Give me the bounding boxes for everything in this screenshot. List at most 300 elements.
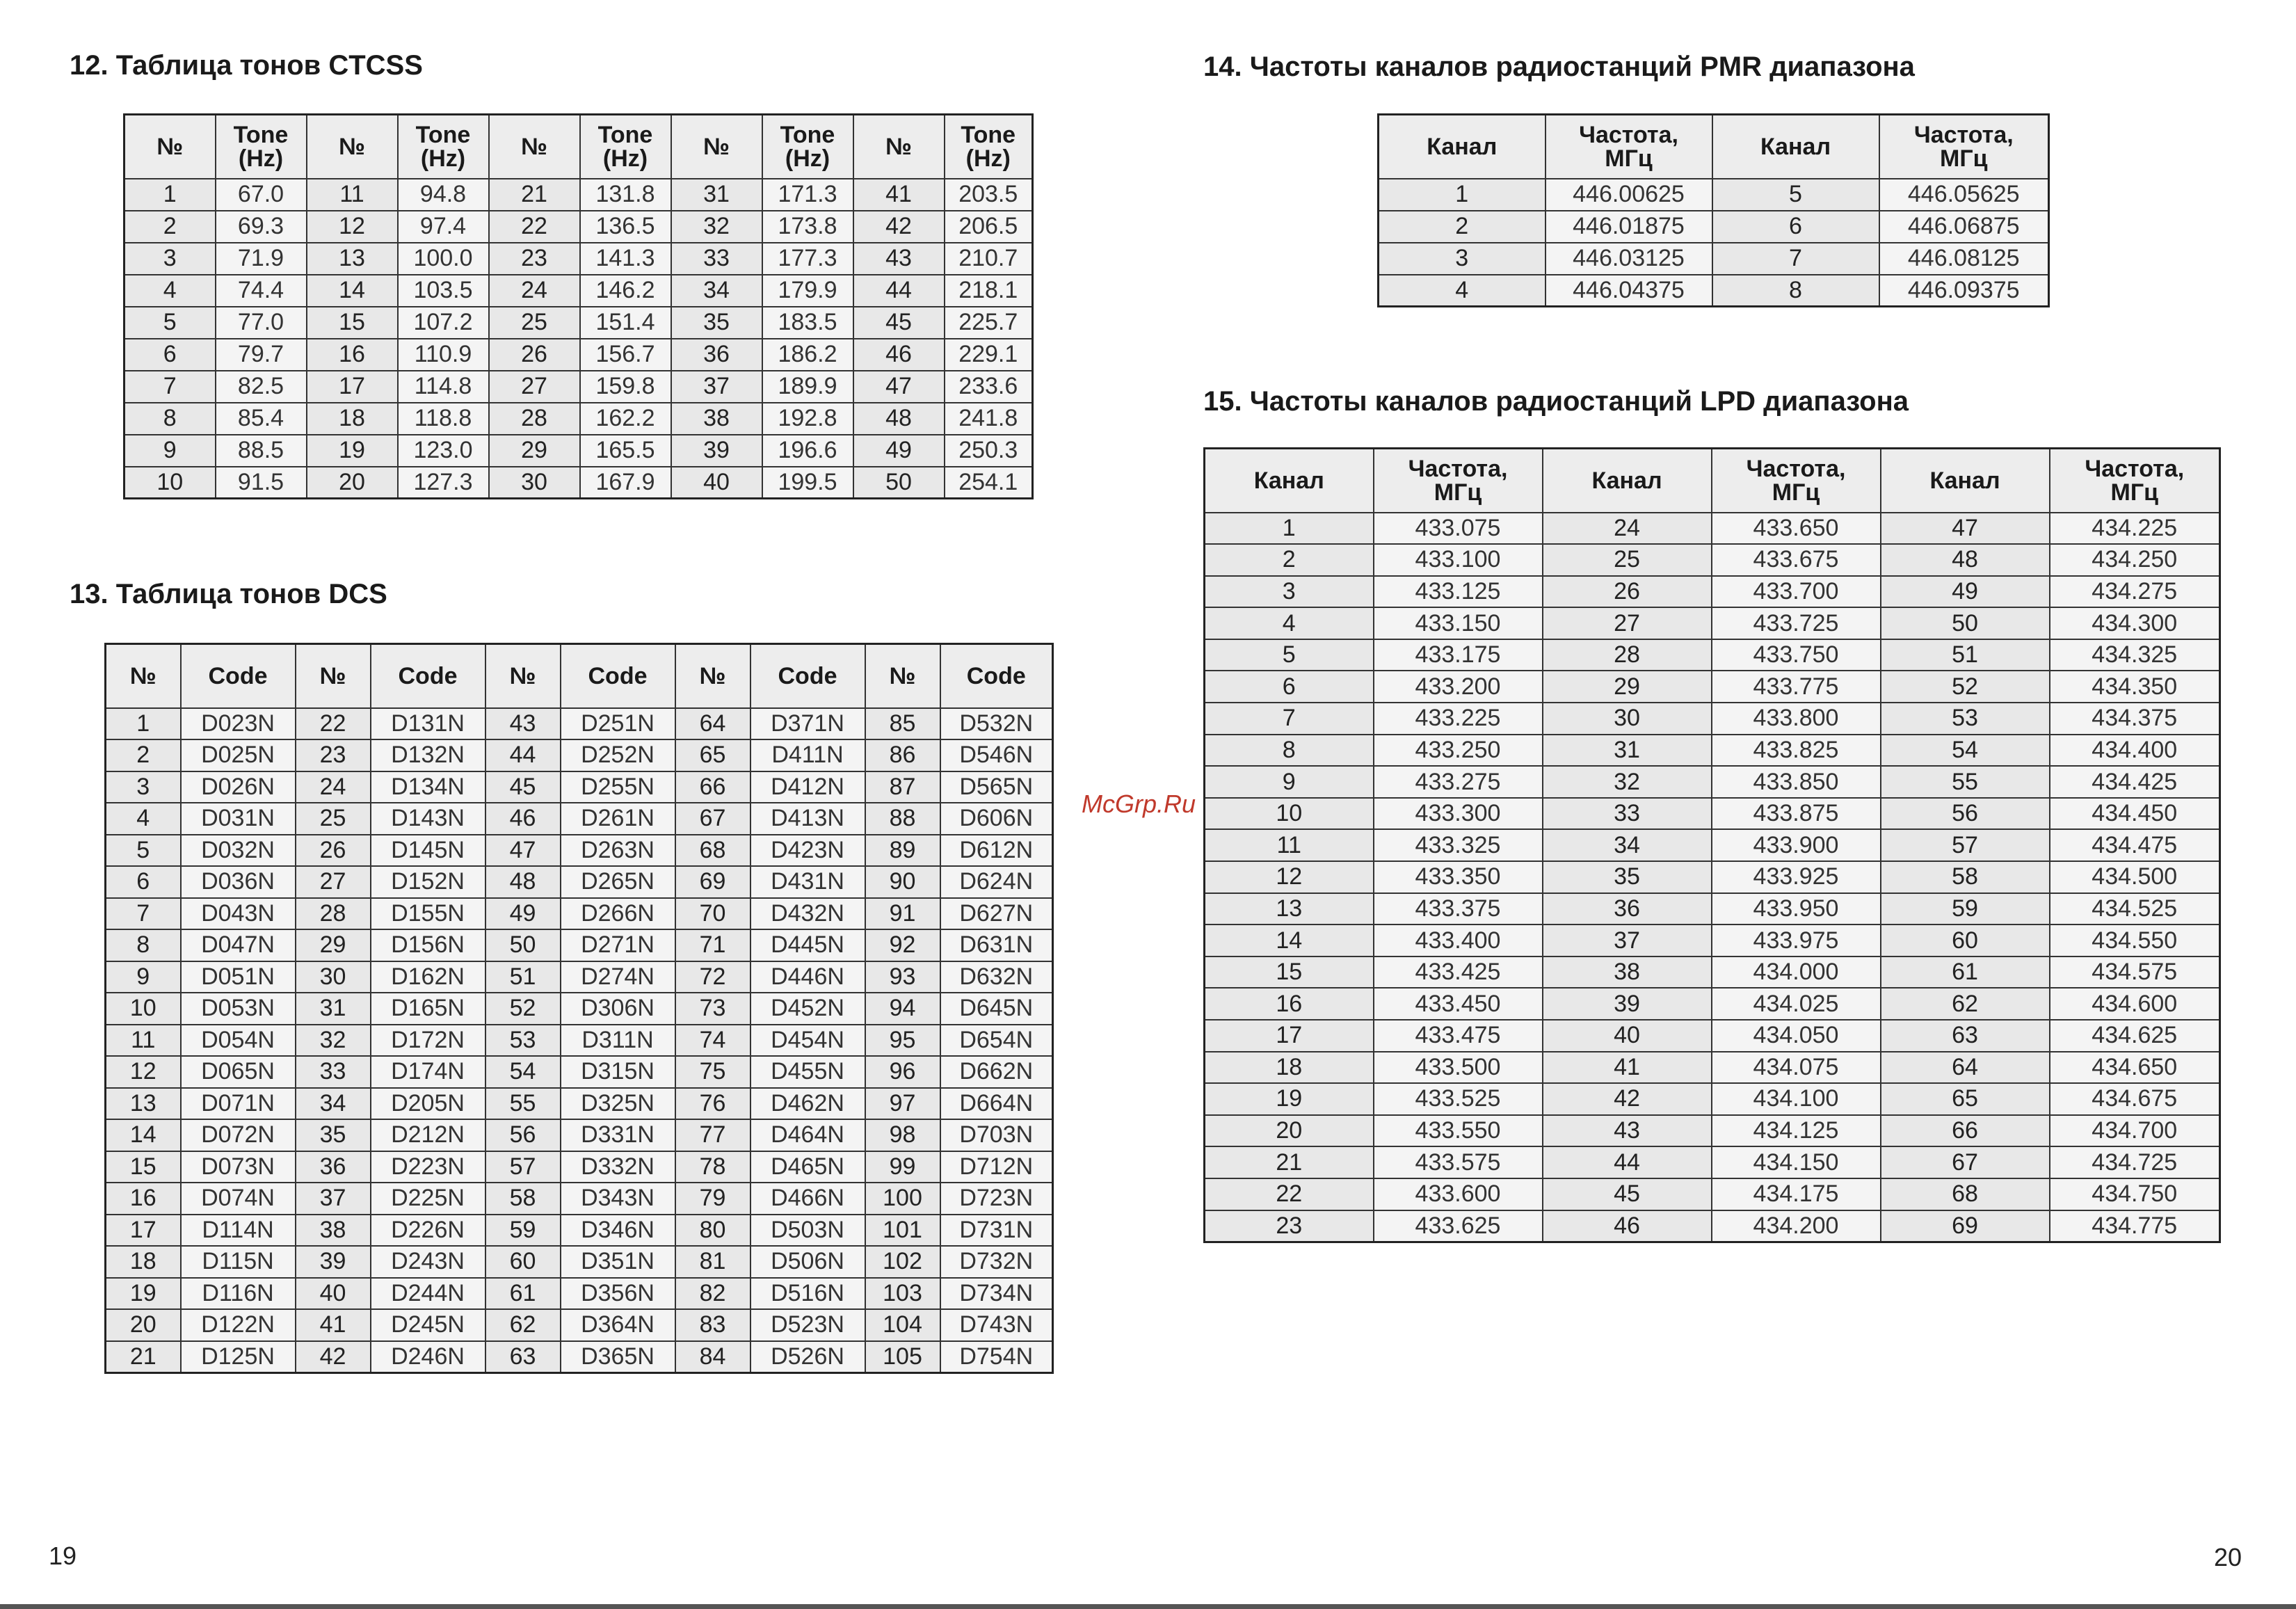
dcs-cell: D624N <box>940 866 1053 898</box>
dcs-cell: 7 <box>106 898 181 930</box>
pmr-cell: 2 <box>1379 211 1546 243</box>
pmr-header-cell: Частота, МГц <box>1546 115 1712 179</box>
dcs-cell: D274N <box>561 961 675 993</box>
lpd-cell: 433.450 <box>1374 988 1543 1020</box>
dcs-cell: D023N <box>181 708 296 740</box>
dcs-cell: D734N <box>940 1278 1053 1310</box>
dcs-cell: 81 <box>675 1246 750 1278</box>
ctcss-cell: 127.3 <box>398 467 489 499</box>
dcs-cell: 97 <box>865 1088 940 1120</box>
dcs-cell: D246N <box>371 1341 485 1373</box>
dcs-table-row <box>106 929 1053 961</box>
lpd-cell: 434.375 <box>2050 703 2220 735</box>
lpd-cell: 433.850 <box>1712 766 1881 798</box>
ctcss-cell: 146.2 <box>580 275 671 307</box>
ctcss-cell: 47 <box>853 371 945 403</box>
lpd-cell: 434.100 <box>1712 1083 1881 1115</box>
lpd-table-row <box>1205 544 2220 576</box>
ctcss-cell: 34 <box>671 275 762 307</box>
dcs-table-row <box>106 1309 1053 1341</box>
dcs-cell: 62 <box>485 1309 561 1341</box>
ctcss-cell: 206.5 <box>945 211 1033 243</box>
dcs-cell: 64 <box>675 708 750 740</box>
lpd-cell: 433.975 <box>1712 924 1881 956</box>
dcs-header-cell: № <box>485 644 561 708</box>
lpd-cell: 433.825 <box>1712 735 1881 767</box>
lpd-cell: 61 <box>1881 956 2050 988</box>
lpd-cell: 434.475 <box>2050 829 2220 861</box>
dcs-header-cell: Code <box>181 644 296 708</box>
lpd-table-row <box>1205 703 2220 735</box>
dcs-cell: 11 <box>106 1025 181 1057</box>
ctcss-cell: 179.9 <box>762 275 853 307</box>
ctcss-cell: 6 <box>125 339 216 371</box>
pmr-cell: 446.08125 <box>1879 243 2049 275</box>
ctcss-cell: 20 <box>307 467 398 499</box>
pmr-table-row <box>1379 211 2049 243</box>
dcs-cell: D331N <box>561 1119 675 1151</box>
dcs-cell: 45 <box>485 771 561 803</box>
ctcss-title: 12. Таблица тонов CTCSS <box>70 50 423 81</box>
lpd-table-row <box>1205 1178 2220 1210</box>
ctcss-cell: 17 <box>307 371 398 403</box>
ctcss-cell: 88.5 <box>216 435 307 467</box>
dcs-table-row <box>106 866 1053 898</box>
dcs-cell: D454N <box>750 1025 865 1057</box>
dcs-cell: 49 <box>485 898 561 930</box>
ctcss-cell: 50 <box>853 467 945 499</box>
lpd-cell: 434.150 <box>1712 1146 1881 1178</box>
ctcss-cell: 45 <box>853 307 945 339</box>
dcs-cell: D125N <box>181 1341 296 1373</box>
dcs-cell: D251N <box>561 708 675 740</box>
ctcss-cell: 24 <box>489 275 580 307</box>
dcs-cell: D446N <box>750 961 865 993</box>
ctcss-cell: 7 <box>125 371 216 403</box>
ctcss-cell: 241.8 <box>945 403 1033 435</box>
lpd-cell: 433.925 <box>1712 861 1881 893</box>
lpd-cell: 63 <box>1881 1020 2050 1052</box>
ctcss-table-row <box>125 403 1033 435</box>
ctcss-cell: 159.8 <box>580 371 671 403</box>
dcs-table-row <box>106 1151 1053 1183</box>
ctcss-cell: 30 <box>489 467 580 499</box>
dcs-cell: D465N <box>750 1151 865 1183</box>
dcs-cell: 67 <box>675 803 750 835</box>
pmr-cell: 1 <box>1379 179 1546 211</box>
dcs-cell: D346N <box>561 1215 675 1247</box>
dcs-cell: D546N <box>940 739 1053 771</box>
dcs-cell: D156N <box>371 929 485 961</box>
dcs-table-row <box>106 993 1053 1025</box>
dcs-cell: 37 <box>296 1183 371 1215</box>
dcs-cell: 48 <box>485 866 561 898</box>
bottom-edge <box>0 1604 2296 1609</box>
lpd-cell: 51 <box>1881 639 2050 671</box>
dcs-cell: D162N <box>371 961 485 993</box>
ctcss-cell: 22 <box>489 211 580 243</box>
dcs-cell: D356N <box>561 1278 675 1310</box>
dcs-header-cell: № <box>865 644 940 708</box>
lpd-cell: 433.575 <box>1374 1146 1543 1178</box>
lpd-cell: 31 <box>1543 735 1712 767</box>
lpd-table-row <box>1205 607 2220 639</box>
ctcss-header-cell: Tone (Hz) <box>762 115 853 179</box>
dcs-cell: D165N <box>371 993 485 1025</box>
dcs-cell: D432N <box>750 898 865 930</box>
dcs-cell: 87 <box>865 771 940 803</box>
lpd-cell: 434.000 <box>1712 956 1881 988</box>
dcs-cell: D612N <box>940 835 1053 867</box>
lpd-cell: 434.275 <box>2050 576 2220 608</box>
dcs-cell: D132N <box>371 739 485 771</box>
ctcss-cell: 167.9 <box>580 467 671 499</box>
dcs-cell: 24 <box>296 771 371 803</box>
lpd-cell: 24 <box>1543 513 1712 545</box>
dcs-cell: D115N <box>181 1246 296 1278</box>
lpd-cell: 434.125 <box>1712 1115 1881 1147</box>
ctcss-cell: 42 <box>853 211 945 243</box>
dcs-cell: 8 <box>106 929 181 961</box>
dcs-cell: 21 <box>106 1341 181 1373</box>
dcs-cell: D664N <box>940 1088 1053 1120</box>
lpd-table-row <box>1205 924 2220 956</box>
ctcss-cell: 118.8 <box>398 403 489 435</box>
dcs-cell: 38 <box>296 1215 371 1247</box>
dcs-cell: 12 <box>106 1056 181 1088</box>
pmr-table-row <box>1379 275 2049 307</box>
ctcss-cell: 11 <box>307 179 398 211</box>
dcs-cell: D152N <box>371 866 485 898</box>
lpd-cell: 29 <box>1543 671 1712 703</box>
lpd-cell: 434.575 <box>2050 956 2220 988</box>
dcs-table-row <box>106 1341 1053 1373</box>
dcs-cell: D743N <box>940 1309 1053 1341</box>
dcs-cell: 75 <box>675 1056 750 1088</box>
lpd-cell: 434.725 <box>2050 1146 2220 1178</box>
lpd-cell: 434.650 <box>2050 1052 2220 1084</box>
lpd-cell: 433.525 <box>1374 1083 1543 1115</box>
lpd-cell: 433.125 <box>1374 576 1543 608</box>
dcs-cell: 51 <box>485 961 561 993</box>
dcs-cell: 34 <box>296 1088 371 1120</box>
dcs-cell: 22 <box>296 708 371 740</box>
dcs-cell: D703N <box>940 1119 1053 1151</box>
pmr-cell: 446.05625 <box>1879 179 2049 211</box>
dcs-cell: 88 <box>865 803 940 835</box>
dcs-table-row <box>106 1056 1053 1088</box>
dcs-cell: D032N <box>181 835 296 867</box>
dcs-cell: 16 <box>106 1183 181 1215</box>
lpd-cell: 2 <box>1205 544 1374 576</box>
lpd-cell: 434.325 <box>2050 639 2220 671</box>
lpd-table <box>1203 447 2221 1243</box>
lpd-cell: 30 <box>1543 703 1712 735</box>
dcs-cell: 10 <box>106 993 181 1025</box>
lpd-table-row <box>1205 1020 2220 1052</box>
dcs-table-row <box>106 708 1053 740</box>
lpd-cell: 433.900 <box>1712 829 1881 861</box>
lpd-cell: 36 <box>1543 893 1712 925</box>
lpd-cell: 20 <box>1205 1115 1374 1147</box>
lpd-cell: 50 <box>1881 607 2050 639</box>
lpd-cell: 13 <box>1205 893 1374 925</box>
dcs-cell: D255N <box>561 771 675 803</box>
dcs-cell: D532N <box>940 708 1053 740</box>
dcs-cell: 18 <box>106 1246 181 1278</box>
pmr-cell: 446.01875 <box>1546 211 1712 243</box>
dcs-cell: D654N <box>940 1025 1053 1057</box>
dcs-cell: D645N <box>940 993 1053 1025</box>
dcs-cell: 72 <box>675 961 750 993</box>
dcs-cell: 59 <box>485 1215 561 1247</box>
dcs-cell: 100 <box>865 1183 940 1215</box>
lpd-cell: 433.275 <box>1374 766 1543 798</box>
ctcss-cell: 28 <box>489 403 580 435</box>
lpd-cell: 433.375 <box>1374 893 1543 925</box>
ctcss-cell: 4 <box>125 275 216 307</box>
dcs-cell: D172N <box>371 1025 485 1057</box>
dcs-cell: D371N <box>750 708 865 740</box>
dcs-cell: 84 <box>675 1341 750 1373</box>
lpd-header-cell: Частота, МГц <box>1374 449 1543 513</box>
lpd-cell: 433.150 <box>1374 607 1543 639</box>
lpd-cell: 433.175 <box>1374 639 1543 671</box>
dcs-cell: 42 <box>296 1341 371 1373</box>
lpd-cell: 433.950 <box>1712 893 1881 925</box>
ctcss-cell: 225.7 <box>945 307 1033 339</box>
dcs-cell: D754N <box>940 1341 1053 1373</box>
dcs-cell: D131N <box>371 708 485 740</box>
ctcss-cell: 171.3 <box>762 179 853 211</box>
lpd-cell: 23 <box>1205 1210 1374 1242</box>
lpd-cell: 48 <box>1881 544 2050 576</box>
dcs-cell: 103 <box>865 1278 940 1310</box>
dcs-cell: 13 <box>106 1088 181 1120</box>
ctcss-cell: 36 <box>671 339 762 371</box>
pmr-cell: 3 <box>1379 243 1546 275</box>
pmr-cell: 7 <box>1712 243 1879 275</box>
ctcss-cell: 218.1 <box>945 275 1033 307</box>
lpd-cell: 433.700 <box>1712 576 1881 608</box>
ctcss-cell: 254.1 <box>945 467 1033 499</box>
dcs-cell: D315N <box>561 1056 675 1088</box>
dcs-cell: D445N <box>750 929 865 961</box>
dcs-cell: 52 <box>485 993 561 1025</box>
pmr-title: 14. Частоты каналов радиостанций PMR диапазона <box>1203 51 1915 82</box>
dcs-header-cell: Code <box>371 644 485 708</box>
dcs-cell: 57 <box>485 1151 561 1183</box>
dcs-cell: D025N <box>181 739 296 771</box>
dcs-cell: 30 <box>296 961 371 993</box>
dcs-cell: D712N <box>940 1151 1053 1183</box>
lpd-cell: 434.250 <box>2050 544 2220 576</box>
dcs-cell: 65 <box>675 739 750 771</box>
ctcss-header-cell: № <box>307 115 398 179</box>
dcs-cell: D365N <box>561 1341 675 1373</box>
ctcss-table-row <box>125 307 1033 339</box>
dcs-cell: 53 <box>485 1025 561 1057</box>
dcs-cell: 76 <box>675 1088 750 1120</box>
ctcss-cell: 48 <box>853 403 945 435</box>
ctcss-cell: 8 <box>125 403 216 435</box>
dcs-cell: D212N <box>371 1119 485 1151</box>
lpd-cell: 65 <box>1881 1083 2050 1115</box>
ctcss-cell: 77.0 <box>216 307 307 339</box>
dcs-cell: D732N <box>940 1246 1053 1278</box>
lpd-cell: 433.675 <box>1712 544 1881 576</box>
dcs-cell: 19 <box>106 1278 181 1310</box>
ctcss-table <box>123 113 1034 499</box>
dcs-cell: 86 <box>865 739 940 771</box>
ctcss-cell: 107.2 <box>398 307 489 339</box>
dcs-table-row <box>106 739 1053 771</box>
lpd-cell: 434.350 <box>2050 671 2220 703</box>
dcs-cell: 82 <box>675 1278 750 1310</box>
dcs-cell: D145N <box>371 835 485 867</box>
dcs-table-row <box>106 1119 1053 1151</box>
dcs-cell: 40 <box>296 1278 371 1310</box>
dcs-cell: D731N <box>940 1215 1053 1247</box>
ctcss-table-row <box>125 435 1033 467</box>
ctcss-cell: 9 <box>125 435 216 467</box>
dcs-cell: D073N <box>181 1151 296 1183</box>
lpd-cell: 6 <box>1205 671 1374 703</box>
dcs-cell: D047N <box>181 929 296 961</box>
dcs-cell: 2 <box>106 739 181 771</box>
dcs-cell: D412N <box>750 771 865 803</box>
dcs-cell: 104 <box>865 1309 940 1341</box>
dcs-cell: D043N <box>181 898 296 930</box>
lpd-cell: 433.075 <box>1374 513 1543 545</box>
lpd-cell: 18 <box>1205 1052 1374 1084</box>
ctcss-table-row <box>125 339 1033 371</box>
dcs-cell: 56 <box>485 1119 561 1151</box>
dcs-cell: D466N <box>750 1183 865 1215</box>
dcs-cell: D723N <box>940 1183 1053 1215</box>
ctcss-cell: 186.2 <box>762 339 853 371</box>
lpd-cell: 55 <box>1881 766 2050 798</box>
dcs-cell: D516N <box>750 1278 865 1310</box>
lpd-cell: 12 <box>1205 861 1374 893</box>
dcs-cell: D036N <box>181 866 296 898</box>
dcs-cell: D632N <box>940 961 1053 993</box>
dcs-cell: 39 <box>296 1246 371 1278</box>
ctcss-cell: 23 <box>489 243 580 275</box>
dcs-cell: D054N <box>181 1025 296 1057</box>
ctcss-cell: 10 <box>125 467 216 499</box>
ctcss-cell: 177.3 <box>762 243 853 275</box>
ctcss-cell: 32 <box>671 211 762 243</box>
ctcss-cell: 210.7 <box>945 243 1033 275</box>
lpd-table-row <box>1205 576 2220 608</box>
ctcss-cell: 16 <box>307 339 398 371</box>
dcs-cell: D155N <box>371 898 485 930</box>
dcs-cell: D423N <box>750 835 865 867</box>
lpd-cell: 15 <box>1205 956 1374 988</box>
ctcss-cell: 82.5 <box>216 371 307 403</box>
dcs-header-cell: Code <box>940 644 1053 708</box>
ctcss-cell: 103.5 <box>398 275 489 307</box>
lpd-header-cell: Частота, МГц <box>1712 449 1881 513</box>
dcs-cell: D464N <box>750 1119 865 1151</box>
dcs-cell: D261N <box>561 803 675 835</box>
dcs-cell: 25 <box>296 803 371 835</box>
ctcss-cell: 233.6 <box>945 371 1033 403</box>
ctcss-cell: 12 <box>307 211 398 243</box>
lpd-cell: 434.625 <box>2050 1020 2220 1052</box>
dcs-cell: D606N <box>940 803 1053 835</box>
dcs-cell: 77 <box>675 1119 750 1151</box>
ctcss-cell: 33 <box>671 243 762 275</box>
dcs-cell: D245N <box>371 1309 485 1341</box>
dcs-table-row <box>106 835 1053 867</box>
dcs-header-cell: № <box>296 644 371 708</box>
ctcss-cell: 156.7 <box>580 339 671 371</box>
ctcss-table-row <box>125 179 1033 211</box>
pmr-table-row <box>1379 243 2049 275</box>
ctcss-cell: 141.3 <box>580 243 671 275</box>
dcs-cell: D243N <box>371 1246 485 1278</box>
ctcss-cell: 151.4 <box>580 307 671 339</box>
dcs-cell: 9 <box>106 961 181 993</box>
lpd-cell: 19 <box>1205 1083 1374 1115</box>
lpd-cell: 58 <box>1881 861 2050 893</box>
lpd-cell: 39 <box>1543 988 1712 1020</box>
dcs-cell: D074N <box>181 1183 296 1215</box>
ctcss-cell: 94.8 <box>398 179 489 211</box>
pmr-cell: 5 <box>1712 179 1879 211</box>
ctcss-cell: 192.8 <box>762 403 853 435</box>
dcs-cell: 99 <box>865 1151 940 1183</box>
ctcss-cell: 199.5 <box>762 467 853 499</box>
dcs-cell: D364N <box>561 1309 675 1341</box>
dcs-cell: 28 <box>296 898 371 930</box>
lpd-cell: 434.425 <box>2050 766 2220 798</box>
dcs-header-cell: № <box>675 644 750 708</box>
dcs-cell: D205N <box>371 1088 485 1120</box>
ctcss-cell: 3 <box>125 243 216 275</box>
ctcss-header-cell: Tone (Hz) <box>216 115 307 179</box>
lpd-cell: 434.300 <box>2050 607 2220 639</box>
pmr-cell: 8 <box>1712 275 1879 307</box>
dcs-cell: D065N <box>181 1056 296 1088</box>
lpd-cell: 47 <box>1881 513 2050 545</box>
dcs-cell: 63 <box>485 1341 561 1373</box>
pmr-cell: 6 <box>1712 211 1879 243</box>
lpd-cell: 45 <box>1543 1178 1712 1210</box>
dcs-cell: D343N <box>561 1183 675 1215</box>
ctcss-cell: 79.7 <box>216 339 307 371</box>
lpd-cell: 42 <box>1543 1083 1712 1115</box>
ctcss-cell: 250.3 <box>945 435 1033 467</box>
lpd-cell: 433.800 <box>1712 703 1881 735</box>
lpd-cell: 25 <box>1543 544 1712 576</box>
lpd-cell: 434.550 <box>2050 924 2220 956</box>
dcs-table <box>104 643 1054 1374</box>
dcs-cell: 79 <box>675 1183 750 1215</box>
lpd-table-row <box>1205 639 2220 671</box>
lpd-cell: 433.650 <box>1712 513 1881 545</box>
dcs-table-row <box>106 961 1053 993</box>
watermark: McGrp.Ru <box>1082 790 1196 818</box>
pmr-header-cell: Частота, МГц <box>1879 115 2049 179</box>
dcs-cell: D053N <box>181 993 296 1025</box>
lpd-cell: 62 <box>1881 988 2050 1020</box>
ctcss-cell: 35 <box>671 307 762 339</box>
dcs-cell: 3 <box>106 771 181 803</box>
dcs-cell: 14 <box>106 1119 181 1151</box>
